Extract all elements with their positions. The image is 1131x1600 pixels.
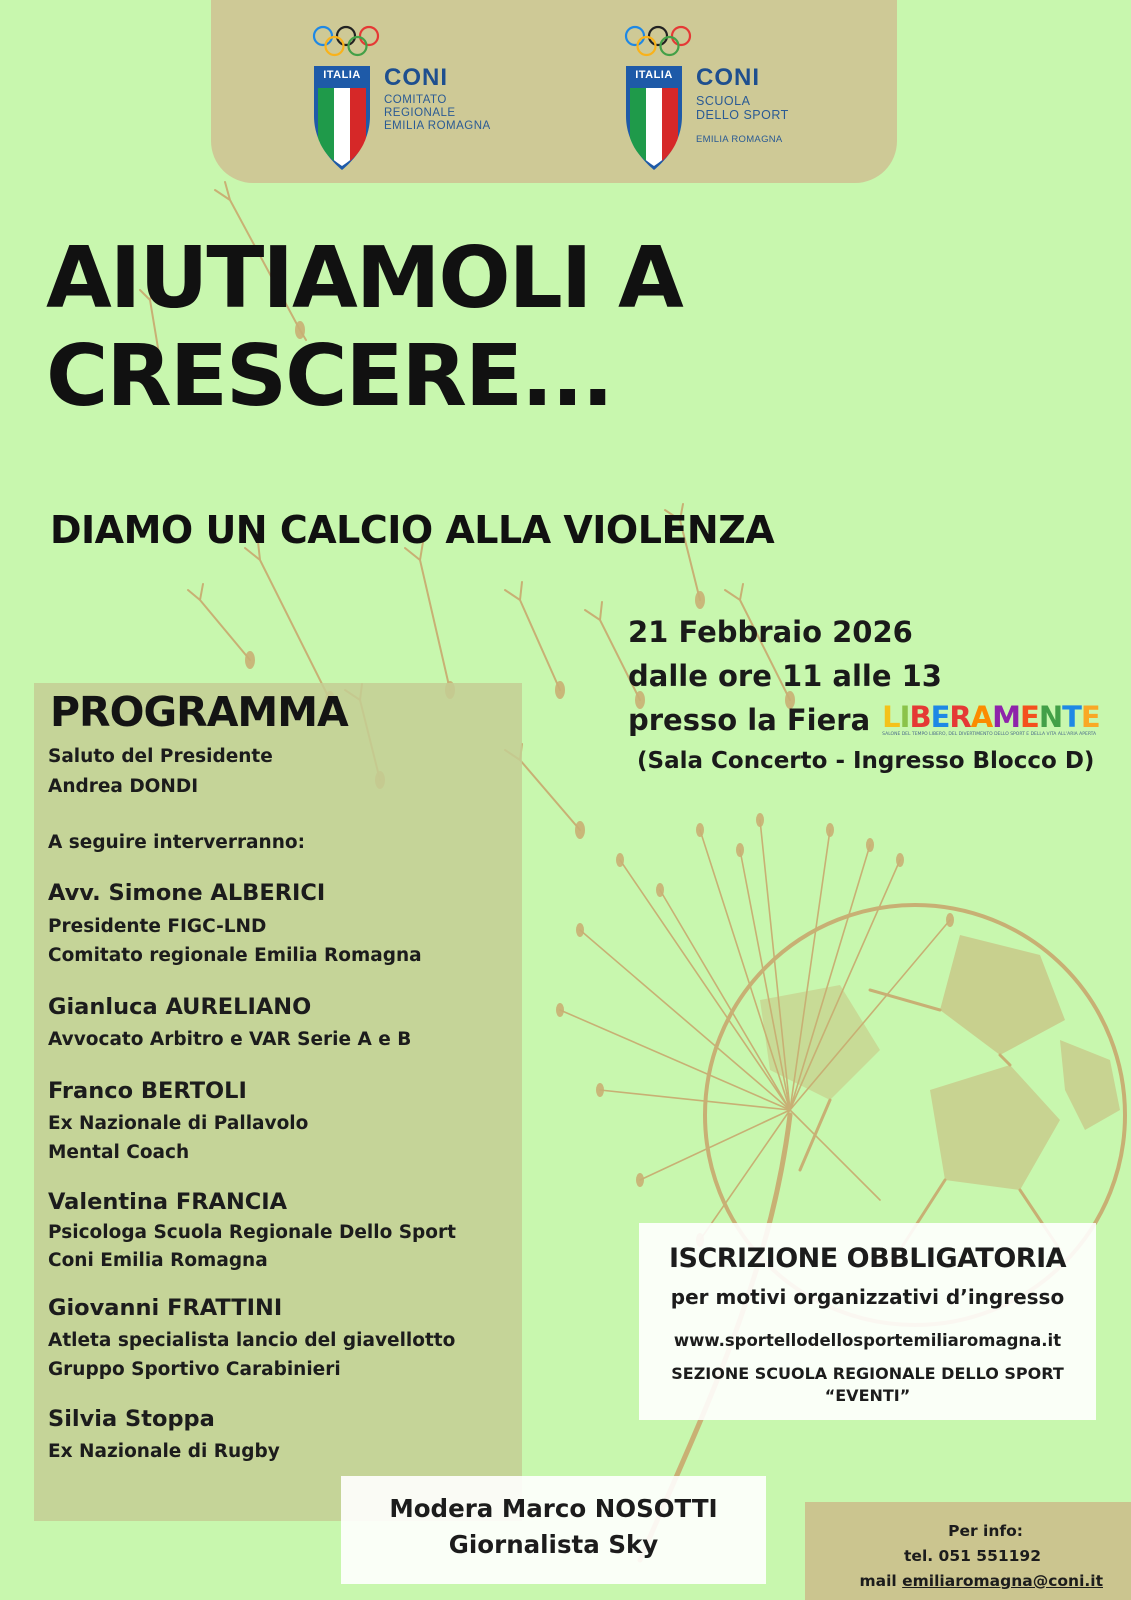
moderator-role: Giornalista Sky xyxy=(448,1530,659,1559)
speaker-role: Comitato regionale Emilia Romagna xyxy=(48,945,422,966)
soccer-ball-patch xyxy=(930,1065,1060,1190)
liberamente-letter: R xyxy=(949,700,971,734)
speaker-role: Psicologa Scuola Regionale Dello Sport xyxy=(48,1222,456,1243)
event-time: dalle ore 11 alle 13 xyxy=(628,659,942,693)
speaker-name: Valentina FRANCIA xyxy=(48,1189,288,1215)
coni-brand: CONI xyxy=(696,64,760,91)
registration-url[interactable]: www.sportellodellosportemiliaromagna.it xyxy=(673,1331,1062,1350)
liberamente-letter: A xyxy=(970,700,993,734)
registration-section: SEZIONE SCUOLA REGIONALE DELLO SPORT xyxy=(671,1364,1064,1383)
scuola-subtitle: SCUOLA DELLO SPORT xyxy=(696,94,789,122)
info-mail: mail emiliaromagna@coni.it xyxy=(859,1572,1103,1590)
speaker-role: Ex Nazionale di Pallavolo xyxy=(48,1113,309,1134)
liberamente-letter: B xyxy=(909,700,931,734)
event-hall: (Sala Concerto - Ingresso Blocco D) xyxy=(637,748,1095,774)
liberamente-logo: LIBERAMENTE SALONE DEL TEMPO LIBERO, DEL DIVERTIMENTO DELLO SPORT E DELLA VITA ALL'ARIA APERTA xyxy=(882,700,1100,737)
main-subtitle: DIAMO UN CALCIO ALLA VIOLENZA xyxy=(50,508,775,552)
event-venue: presso la Fiera LIBERAMENTE SALONE DEL TEMPO LIBERO, DEL DIVERTIMENTO DELLO SPORT E DELLA VITA ALL'ARIA APERTA xyxy=(628,700,1100,737)
main-title: AIUTIAMOLI A CRESCERE... xyxy=(46,229,682,426)
speaker-role: Avvocato Arbitro e VAR Serie A e B xyxy=(48,1029,412,1050)
liberamente-letter: N xyxy=(1038,700,1063,734)
olympic-rings-icon xyxy=(312,24,380,58)
coni-brand: CONI xyxy=(384,64,448,91)
event-date: 21 Febbraio 2026 xyxy=(628,615,913,649)
programma-title: PROGRAMMA xyxy=(50,688,348,736)
greeting-line: Saluto del Presidente xyxy=(48,746,273,767)
speaker-name: Avv. Simone ALBERICI xyxy=(48,880,326,906)
info-email-link[interactable]: emiliaromagna@coni.it xyxy=(902,1572,1103,1590)
moderator-name: Modera Marco NOSOTTI xyxy=(389,1494,718,1523)
speakers-intro: A seguire interverranno: xyxy=(48,832,305,853)
moderator-box xyxy=(341,1476,766,1584)
registration-reason: per motivi organizzativi d’ingresso xyxy=(670,1285,1065,1309)
registration-title: ISCRIZIONE OBBLIGATORIA xyxy=(668,1243,1067,1274)
speaker-role: Gruppo Sportivo Carabinieri xyxy=(48,1359,341,1380)
info-label: Per info: xyxy=(948,1522,1023,1540)
speaker-name: Gianluca AURELIANO xyxy=(48,994,312,1020)
speaker-role: Ex Nazionale di Rugby xyxy=(48,1441,280,1462)
info-box xyxy=(805,1502,1131,1600)
liberamente-letter: L xyxy=(882,700,900,734)
coni-subtitle: COMITATO REGIONALE EMILIA ROMAGNA xyxy=(384,94,491,132)
registration-section-name: “EVENTI” xyxy=(824,1386,911,1405)
speaker-role: Atleta specialista lancio del giavellotto xyxy=(48,1330,456,1351)
liberamente-letter: I xyxy=(899,700,910,734)
speaker-name: Giovanni FRATTINI xyxy=(48,1295,283,1321)
italia-label: ITALIA xyxy=(323,69,361,81)
scuola-region: EMILIA ROMAGNA xyxy=(696,134,783,145)
info-phone: tel. 051 551192 xyxy=(904,1547,1041,1565)
speaker-role: Presidente FIGC-LND xyxy=(48,916,267,937)
liberamente-letter: E xyxy=(1020,700,1039,734)
greeting-name: Andrea DONDI xyxy=(48,776,199,797)
soccer-ball-patch xyxy=(1060,1040,1120,1130)
speaker-name: Franco BERTOLI xyxy=(48,1078,247,1104)
speaker-role: Coni Emilia Romagna xyxy=(48,1250,268,1271)
event-details xyxy=(628,610,1100,742)
liberamente-letter: E xyxy=(930,700,950,734)
registration-box xyxy=(639,1223,1096,1420)
liberamente-letter: E xyxy=(1080,700,1100,734)
italia-label: ITALIA xyxy=(635,69,673,81)
liberamente-letter: M xyxy=(992,700,1021,734)
speaker-name: Silvia Stoppa xyxy=(48,1406,215,1432)
olympic-rings-icon xyxy=(624,24,692,58)
speaker-role: Mental Coach xyxy=(48,1142,190,1163)
liberamente-letter: T xyxy=(1062,700,1081,734)
